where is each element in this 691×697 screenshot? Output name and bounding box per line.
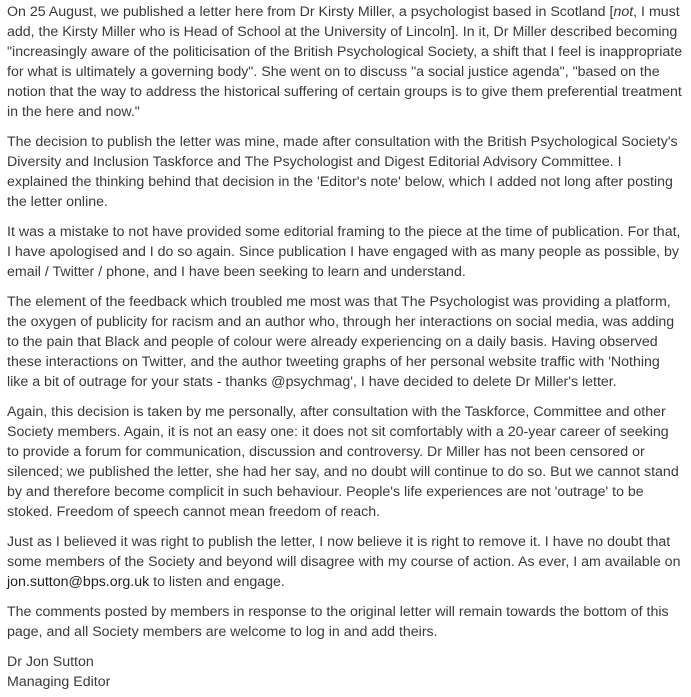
signature-title: Managing Editor	[7, 674, 111, 690]
paragraph-comments: The comments posted by members in response to the original letter will remain towards the bottom of this page, and all Society members are welcome to log in and add theirs.	[7, 604, 669, 640]
paragraph-apology: It was a mistake to not have provided some editorial framing to the piece at the time of publication. For that, I have apologised and I do so again. Since publication I have engaged with as many people as possible, by email / Twitter / phone, and I have been seeking to learn and understand.	[7, 224, 681, 280]
paragraph-reasoning: Again, this decision is taken by me personally, after consultation with the Taskforce, Committee and other Society members. Again, it is not an easy one: it does not sit comfortably with a 20-year career of seeking to provide a forum for communication, discussion and controversy. Dr Miller has not been censored or silenced; we published the letter, she had her say, and no doubt will continue to do so. But we cannot stand by and therefore become complicit in such behaviour. People's life experiences are not 'outrage' to be stoked. Freedom of speech cannot mean freedom of reach.	[7, 404, 679, 520]
signature-name: Dr Jon Sutton	[7, 654, 94, 670]
paragraph-removal: Just as I believed it was right to publish the letter, I now believe it is right to remove it. I have no doubt that some members of the Society and beyond will disagree with my course of action. As ever, I am available on jon.sutton@bps.org.uk to listen and engage.	[7, 534, 681, 590]
email-link[interactable]: jon.sutton@bps.org.uk	[7, 574, 150, 590]
paragraph-decision: The decision to publish the letter was mine, made after consultation with the British Psychological Society's Diversity and Inclusion Taskforce and The Psychologist and Digest Editorial Advisory Committee. I explained the thinking behind that decision in the 'Editor's note' below, which I added not long after posting the letter online.	[7, 134, 678, 210]
emphasis-not: not	[613, 4, 634, 20]
paragraph-intro: On 25 August, we published a letter here from Dr Kirsty Miller, a psychologist based in Scotland [not, I must add, the Kirsty Miller who is Head of School at the University of Lincoln]. In it, Dr Miller described becoming "increasingly aware of the politicisation of the British Psychological Society, a shift that I feel is inappropriate for what is ultimately a governing body". She went on to discuss "a social justice agenda", "based on the notion that the way to address the historical suffering of certain groups is to give them preferential treatment in the here and now."	[7, 4, 683, 120]
paragraph-feedback: The element of the feedback which troubled me most was that The Psychologist was providing a platform, the oxygen of publicity for racism and an author who, through her interactions on social media, was adding to the pain that Black and people of colour were already experiencing on a daily basis. Having observed these interactions on Twitter, and the author tweeting graphs of her personal website traffic with 'Nothing like a bit of outrage for your stats - thanks @psychmag', I have decided to delete Dr Miller's letter.	[7, 294, 675, 390]
